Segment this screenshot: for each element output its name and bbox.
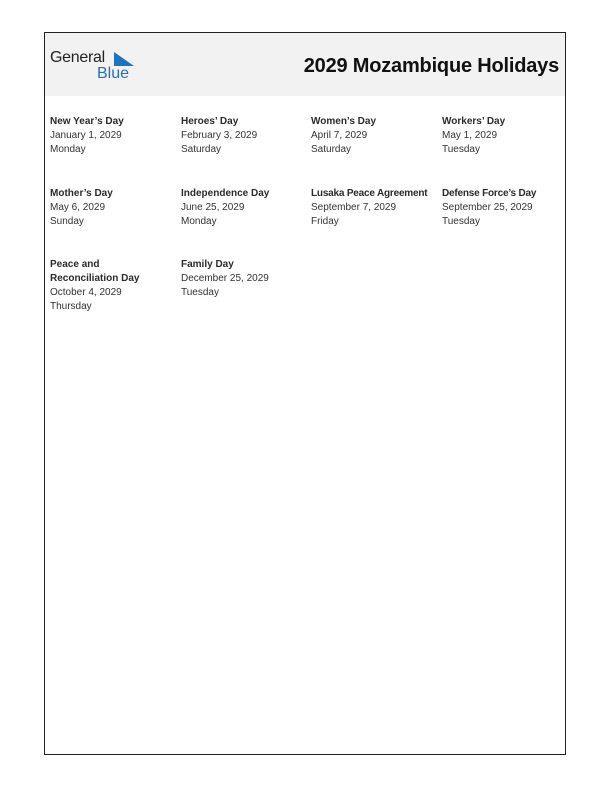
logo-text-blue: Blue [97,65,130,82]
holiday-date: February 3, 2029 [181,130,258,141]
holiday-weekday: Sunday [50,216,84,227]
holiday-weekday: Friday [311,216,339,227]
holiday-weekday: Saturday [181,144,222,155]
holiday-name: Family Day [181,259,234,270]
holiday-name: Defense Force’s Day [442,188,537,199]
holiday-item [311,187,441,229]
holiday-item [181,258,309,300]
holiday-date: May 1, 2029 [442,130,498,141]
holiday-date: May 6, 2029 [50,202,106,213]
holiday-item [311,115,439,157]
holiday-name: Mother’s Day [50,188,113,199]
holiday-date: September 7, 2029 [311,202,397,213]
holiday-item [50,187,178,229]
generalblue-logo [50,48,145,84]
holiday-name: Heroes’ Day [181,116,239,127]
holiday-weekday: Thursday [50,301,92,312]
holiday-name: Women’s Day [311,116,377,127]
holiday-weekday: Saturday [311,144,352,155]
holiday-name: Workers’ Day [442,116,506,127]
holiday-date: June 25, 2029 [181,202,245,213]
page-title: 2029 Mozambique Holidays [303,55,559,77]
holiday-weekday: Tuesday [181,287,219,298]
holiday-item [50,258,150,314]
header [45,33,565,96]
holiday-weekday: Tuesday [442,216,480,227]
holiday-name: Peace and Reconciliation Day [50,259,140,284]
logo-text-general: General [50,49,105,66]
holiday-name: Independence Day [181,188,270,199]
holiday-item [181,187,309,229]
holiday-item [442,115,570,157]
holiday-date: September 25, 2029 [442,202,533,213]
holiday-weekday: Tuesday [442,144,480,155]
holiday-weekday: Monday [50,144,86,155]
holiday-name: New Year’s Day [50,116,124,127]
holiday-item [50,115,178,157]
holiday-date: December 25, 2029 [181,273,269,284]
page-frame [44,32,566,755]
holiday-date: October 4, 2029 [50,287,122,298]
holiday-name: Lusaka Peace Agreement [311,188,428,199]
holiday-item [442,187,564,229]
holiday-date: January 1, 2029 [50,130,122,141]
holiday-date: April 7, 2029 [311,130,368,141]
holiday-weekday: Monday [181,216,217,227]
holiday-item [181,115,309,157]
